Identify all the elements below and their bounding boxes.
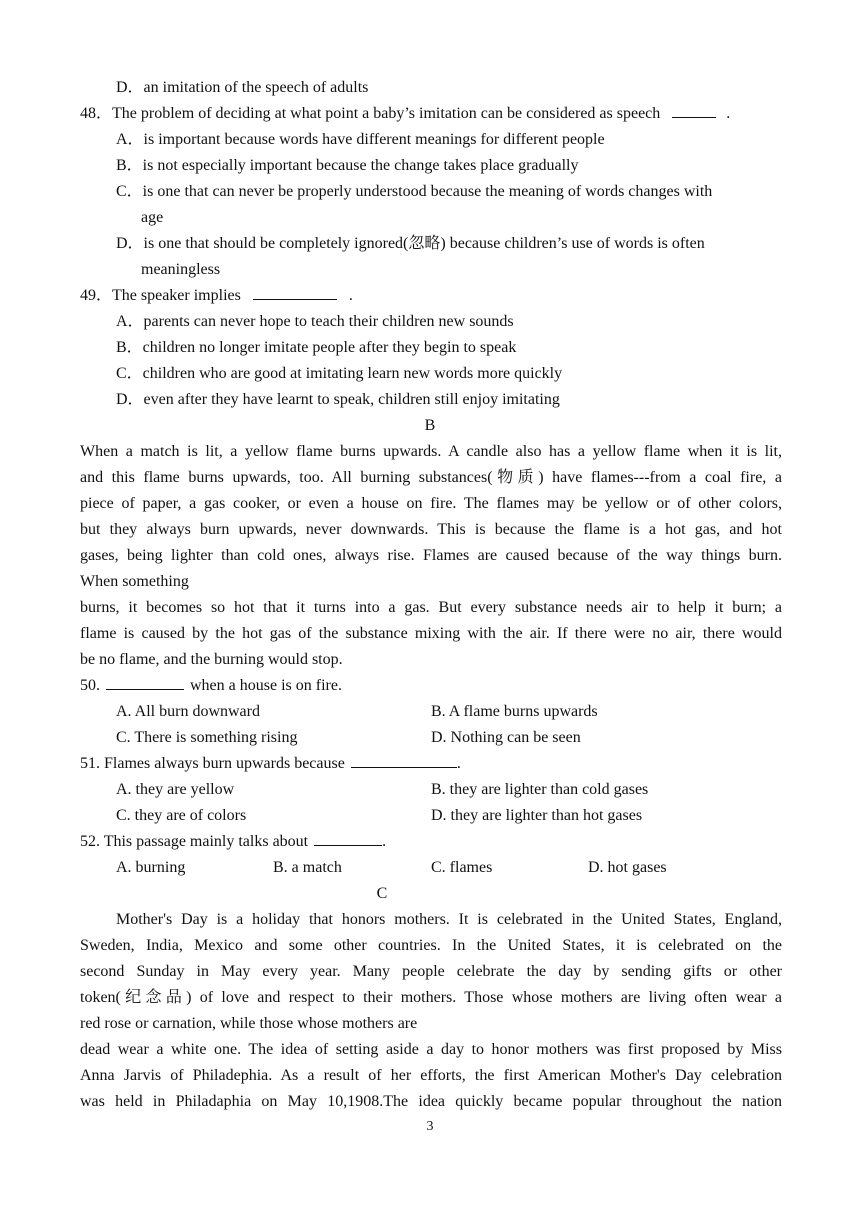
q49-stem-text: 49．The speaker implies — [80, 287, 241, 304]
q52-stem-text: 52. This passage mainly talks about — [80, 833, 309, 850]
q52-option-a: A. burning — [116, 859, 186, 876]
q52-answer-blank[interactable] — [314, 829, 382, 846]
q49-option-a: A．parents can never hope to teach their children new sounds — [116, 313, 514, 330]
q52-stem — [80, 829, 386, 855]
q51-stem-end: . — [456, 755, 461, 772]
q50-options-row-1 — [0, 699, 860, 725]
q51-option-b: B. they are lighter than cold gases — [431, 781, 649, 798]
passage-b-line: piece of paper, a gas cooker, or even a house on fire. The flames may be yellow or of other colors, — [80, 495, 782, 512]
q51-stem-text: 51. Flames always burn upwards because — [80, 755, 345, 772]
section-b-heading: B — [424, 417, 436, 434]
q51-option-d: D. they are lighter than hot gases — [431, 807, 643, 824]
q51-options-row-2 — [0, 803, 860, 829]
q48-stem-end: . — [726, 105, 731, 122]
passage-c-line: Sweden, India, Mexico and some other countries. In the United States, it is celebrated on the — [80, 937, 782, 954]
passage-b-line: burns, it becomes so hot that it turns into a gas. But every substance needs air to help it burn; a — [80, 599, 782, 616]
passage-b-line: be no flame, and the burning would stop. — [80, 651, 343, 668]
q48-stem-text: 48．The problem of deciding at what point a baby’s imitation can be considered as speech — [80, 105, 661, 122]
section-c-heading: C — [376, 885, 388, 902]
passage-b-line: and this flame burns upwards, too. All burning substances(物质) have flames---from a coal fire, a — [80, 469, 782, 486]
q50-option-a: A. All burn downward — [116, 703, 260, 720]
q48-option-b: B．is not especially important because the change takes place gradually — [116, 157, 579, 174]
q51-stem — [80, 751, 461, 777]
passage-c-line: second Sunday in May every year. Many people celebrate the day by sending gifts or other — [80, 963, 782, 980]
q52-option-b: B. a match — [273, 859, 342, 876]
q51-options-row-1 — [0, 777, 860, 803]
q49-option-b: B．children no longer imitate people after they begin to speak — [116, 339, 517, 356]
q51-answer-blank[interactable] — [351, 751, 457, 768]
q50-answer-blank[interactable] — [106, 673, 184, 690]
q48-option-d-cont: meaningless — [141, 261, 221, 278]
q49-option-d: D．even after they have learnt to speak, children still enjoy imitating — [116, 391, 560, 408]
q49-answer-blank[interactable] — [253, 283, 337, 300]
q50-option-b: B. A flame burns upwards — [431, 703, 598, 720]
q50-stem-text: when a house is on fire. — [190, 677, 342, 694]
passage-c-line: was held in Philadaphia on May 10,1908.The idea quickly became popular throughout the nation — [80, 1093, 782, 1110]
q50-options-row-2 — [0, 725, 860, 751]
q52-options-row — [0, 855, 860, 881]
passage-c-line: Anna Jarvis of Philadephia. As a result of her efforts, the first American Mother's Day celebration — [80, 1067, 782, 1084]
page-number: 3 — [426, 1119, 434, 1134]
q50-option-d: D. Nothing can be seen — [431, 729, 581, 746]
q49-stem — [80, 283, 353, 309]
q48-stem — [80, 101, 730, 127]
q50-stem — [80, 673, 342, 699]
q50-option-c: C. There is something rising — [116, 729, 298, 746]
q48-option-a: A．is important because words have different meanings for different people — [116, 131, 605, 148]
q48-answer-blank[interactable] — [672, 101, 716, 118]
q52-option-c: C. flames — [431, 859, 493, 876]
q50-number: 50. — [80, 677, 100, 694]
q49-option-c: C．children who are good at imitating learn new words more quickly — [116, 365, 563, 382]
passage-b-line: When something — [80, 573, 189, 590]
q48-option-c: C．is one that can never be properly understood because the meaning of words changes with — [116, 183, 713, 200]
q51-option-a: A. they are yellow — [116, 781, 235, 798]
passage-b-line: gases, being lighter than cold ones, always rise. Flames are caused because of the way things burn. — [80, 547, 782, 564]
q52-stem-end: . — [382, 833, 387, 850]
q48-option-c-cont: age — [141, 209, 164, 226]
passage-c-line: dead wear a white one. The idea of setting aside a day to honor mothers was first proposed by Miss — [80, 1041, 782, 1058]
passage-b-line: but they always burn upwards, never downwards. This is because the flame is a hot gas, and hot — [80, 521, 782, 538]
q47-option-d: D．an imitation of the speech of adults — [116, 79, 369, 96]
passage-b-line: flame is caused by the hot gas of the substance mixing with the air. If there were no air, there would — [80, 625, 782, 642]
q51-option-c: C. they are of colors — [116, 807, 247, 824]
q49-stem-end: . — [348, 287, 353, 304]
passage-c-line: Mother's Day is a holiday that honors mothers. It is celebrated in the United States, England, — [116, 911, 782, 928]
passage-b-line: When a match is lit, a yellow flame burns upwards. A candle also has a yellow flame when it is lit, — [80, 443, 782, 460]
passage-c-line: token(纪念品) of love and respect to their mothers. Those whose mothers are living often wear a — [80, 989, 782, 1006]
q52-option-d: D. hot gases — [588, 859, 667, 876]
q48-option-d: D．is one that should be completely ignored(忽略) because children’s use of words is often — [116, 235, 705, 252]
passage-c-line: red rose or carnation, while those whose mothers are — [80, 1015, 418, 1032]
